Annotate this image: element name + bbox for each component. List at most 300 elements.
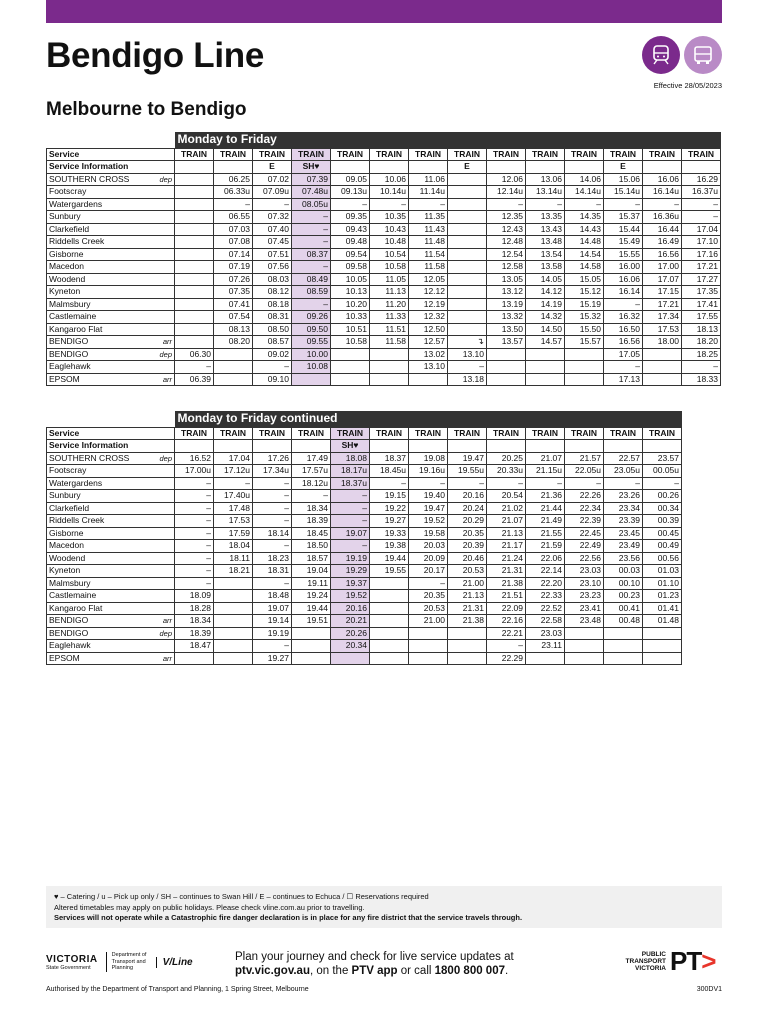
time-cell: –	[253, 198, 292, 211]
time-cell: 10.35	[370, 211, 409, 224]
time-cell: 09.26	[292, 311, 331, 324]
station-name: Gisborne	[47, 527, 147, 540]
time-cell: 18.28	[175, 602, 214, 615]
time-cell	[175, 311, 214, 324]
time-cell: 10.08	[292, 361, 331, 374]
table-heading: Monday to Friday continued	[175, 411, 682, 427]
service-info	[487, 161, 526, 174]
time-cell: –	[331, 502, 370, 515]
time-cell: 12.19	[409, 298, 448, 311]
time-cell: 21.57	[565, 452, 604, 465]
time-cell: 20.39	[448, 540, 487, 553]
time-cell: 07.48u	[292, 186, 331, 199]
service-info	[370, 440, 409, 453]
time-cell: 08.12	[253, 286, 292, 299]
arr-dep-marker	[147, 527, 175, 540]
time-cell	[409, 627, 448, 640]
time-cell: 12.50	[409, 323, 448, 336]
time-cell: –	[331, 515, 370, 528]
time-cell: 23.56	[604, 552, 643, 565]
time-cell: 07.32	[253, 211, 292, 224]
service-type: TRAIN	[604, 148, 643, 161]
time-cell: –	[292, 298, 331, 311]
table-row	[47, 261, 721, 274]
time-cell: 22.20	[526, 577, 565, 590]
time-cell: 19.52	[331, 590, 370, 603]
station-name: Clarkefield	[47, 223, 147, 236]
heading-spacer	[47, 411, 175, 427]
time-cell: 09.35	[331, 211, 370, 224]
time-cell: 10.00	[292, 348, 331, 361]
service-type: TRAIN	[526, 427, 565, 440]
time-cell	[292, 627, 331, 640]
time-cell	[175, 298, 214, 311]
time-cell	[448, 198, 487, 211]
service-type: TRAIN	[370, 427, 409, 440]
time-cell: –	[292, 223, 331, 236]
time-cell: 16.00	[604, 261, 643, 274]
arr-dep-marker	[147, 577, 175, 590]
time-cell: 20.24	[448, 502, 487, 515]
arr-dep-marker	[147, 236, 175, 249]
time-cell: 09.55	[292, 336, 331, 349]
time-cell	[292, 640, 331, 653]
time-cell: 19.19	[253, 627, 292, 640]
time-cell: 18.12u	[292, 477, 331, 490]
time-cell	[565, 348, 604, 361]
time-cell: 20.16	[331, 602, 370, 615]
time-cell: 19.15	[370, 490, 409, 503]
ptv-website-link[interactable]: ptv.vic.gov.au	[235, 965, 310, 977]
time-cell: 07.03	[214, 223, 253, 236]
station-name: BENDIGO	[47, 615, 147, 628]
time-cell	[643, 627, 682, 640]
service-type: TRAIN	[565, 427, 604, 440]
time-cell: 15.06	[604, 173, 643, 186]
ptv-logo-text: PUBLIC TRANSPORT VICTORIA	[625, 950, 666, 972]
time-cell	[604, 640, 643, 653]
timetable-monday-friday	[46, 132, 721, 386]
time-cell	[331, 652, 370, 665]
time-cell: –	[409, 477, 448, 490]
time-cell	[604, 627, 643, 640]
arr-dep-marker	[147, 602, 175, 615]
time-cell: 12.35	[487, 211, 526, 224]
time-cell: 17.49	[292, 452, 331, 465]
mode-icons	[642, 36, 724, 74]
time-cell: 21.31	[487, 565, 526, 578]
station-name: BENDIGO	[47, 627, 147, 640]
time-cell: 20.21	[331, 615, 370, 628]
time-cell	[409, 652, 448, 665]
time-cell: 00.10	[604, 577, 643, 590]
service-info	[565, 161, 604, 174]
time-cell: 21.31	[448, 602, 487, 615]
time-cell: 13.48	[526, 236, 565, 249]
station-name: EPSOM	[47, 373, 147, 386]
time-cell: –	[604, 198, 643, 211]
time-cell: 21.24	[487, 552, 526, 565]
time-cell: 14.12	[526, 286, 565, 299]
table-row	[47, 186, 721, 199]
table-row	[47, 323, 721, 336]
time-cell	[604, 652, 643, 665]
time-cell: –	[643, 477, 682, 490]
time-cell: 13.50	[487, 323, 526, 336]
document-code: 300DV1	[696, 986, 722, 993]
table-row	[47, 198, 721, 211]
time-cell: 23.05u	[604, 465, 643, 478]
time-cell: 01.41	[643, 602, 682, 615]
department-logo: Department of Transport and Planning	[106, 952, 148, 972]
time-cell	[214, 640, 253, 653]
time-cell	[370, 361, 409, 374]
time-cell: 15.19	[565, 298, 604, 311]
time-cell: 21.07	[526, 452, 565, 465]
time-cell: 07.40	[253, 223, 292, 236]
time-cell: 21.36	[526, 490, 565, 503]
time-cell: 01.10	[643, 577, 682, 590]
time-cell	[643, 652, 682, 665]
time-cell: 18.34	[175, 615, 214, 628]
service-type: TRAIN	[253, 427, 292, 440]
service-info	[370, 161, 409, 174]
service-info-label: Service Information	[47, 440, 175, 453]
time-cell: 01.48	[643, 615, 682, 628]
time-cell	[370, 627, 409, 640]
time-cell	[526, 373, 565, 386]
time-cell: 17.55	[682, 311, 721, 324]
service-type: TRAIN	[292, 427, 331, 440]
time-cell: 08.18	[253, 298, 292, 311]
time-cell: 19.40	[409, 490, 448, 503]
time-cell: 18.39	[175, 627, 214, 640]
time-cell: 19.58	[409, 527, 448, 540]
time-cell: 23.26	[604, 490, 643, 503]
time-cell: 22.05u	[565, 465, 604, 478]
arr-dep-marker	[147, 286, 175, 299]
time-cell: 10.48	[370, 236, 409, 249]
arr-dep-marker	[147, 323, 175, 336]
time-cell	[643, 373, 682, 386]
timetable-monday-friday-continued	[46, 411, 682, 665]
time-cell: 23.48	[565, 615, 604, 628]
time-cell: 13.02	[409, 348, 448, 361]
time-cell	[643, 361, 682, 374]
time-cell	[448, 236, 487, 249]
station-name: SOUTHERN CROSS	[47, 173, 147, 186]
service-info	[292, 440, 331, 453]
time-cell: –	[253, 540, 292, 553]
heading-spacer	[47, 132, 175, 148]
service-info	[604, 440, 643, 453]
arr-dep-marker	[147, 640, 175, 653]
time-cell: 21.59	[526, 540, 565, 553]
time-cell: 08.03	[253, 273, 292, 286]
time-cell: 17.07	[643, 273, 682, 286]
station-name: Kyneton	[47, 565, 147, 578]
time-cell: 09.10	[253, 373, 292, 386]
service-label: Service	[47, 148, 175, 161]
time-cell: 13.10	[409, 361, 448, 374]
table-row	[47, 590, 682, 603]
service-info	[643, 440, 682, 453]
time-cell: –	[682, 198, 721, 211]
station-name: Woodend	[47, 552, 147, 565]
service-info	[565, 440, 604, 453]
time-cell: 15.32	[565, 311, 604, 324]
service-type: TRAIN	[448, 427, 487, 440]
time-cell: 08.49	[292, 273, 331, 286]
time-cell	[175, 261, 214, 274]
direction-title: Melbourne to Bendigo	[46, 99, 247, 120]
time-cell	[409, 640, 448, 653]
arr-dep-marker	[147, 361, 175, 374]
time-cell: 08.31	[253, 311, 292, 324]
time-cell: 21.02	[487, 502, 526, 515]
time-cell	[565, 652, 604, 665]
time-cell: 08.37	[292, 248, 331, 261]
time-cell: 18.39	[292, 515, 331, 528]
ptv-logo	[620, 946, 715, 976]
time-cell: 13.58	[526, 261, 565, 274]
time-cell: –	[682, 361, 721, 374]
time-cell: 17.04	[214, 452, 253, 465]
time-cell: 16.50	[604, 323, 643, 336]
time-cell: 11.54	[409, 248, 448, 261]
time-cell: 19.33	[370, 527, 409, 540]
arr-dep-marker	[147, 261, 175, 274]
service-info: SH♥	[292, 161, 331, 174]
time-cell: 14.54	[565, 248, 604, 261]
time-cell: 22.57	[604, 452, 643, 465]
time-cell: 16.37u	[682, 186, 721, 199]
service-info-label: Service Information	[47, 161, 175, 174]
time-cell: 16.06	[604, 273, 643, 286]
time-cell: 09.54	[331, 248, 370, 261]
station-name: Macedon	[47, 540, 147, 553]
time-cell: 07.19	[214, 261, 253, 274]
arr-dep-marker	[147, 198, 175, 211]
time-cell: 10.06	[370, 173, 409, 186]
time-cell: 01.03	[643, 565, 682, 578]
service-type: TRAIN	[643, 148, 682, 161]
time-cell: 19.08	[409, 452, 448, 465]
arr-dep-marker: arr	[147, 652, 175, 665]
time-cell: 17.16	[682, 248, 721, 261]
time-cell: 19.55	[370, 565, 409, 578]
time-cell: 18.20	[682, 336, 721, 349]
time-cell: –	[175, 361, 214, 374]
service-type: TRAIN	[604, 427, 643, 440]
time-cell	[448, 186, 487, 199]
arr-dep-marker	[147, 273, 175, 286]
service-type: TRAIN	[214, 427, 253, 440]
ptv-app-link[interactable]: PTV app	[351, 965, 398, 977]
time-cell: 19.22	[370, 502, 409, 515]
time-cell: 20.33u	[487, 465, 526, 478]
time-cell: 15.49	[604, 236, 643, 249]
time-cell	[214, 602, 253, 615]
time-cell: 15.05	[565, 273, 604, 286]
time-cell: 17.35	[682, 286, 721, 299]
time-cell: 08.57	[253, 336, 292, 349]
time-cell: 10.54	[370, 248, 409, 261]
time-cell	[175, 198, 214, 211]
station-name: Kyneton	[47, 286, 147, 299]
time-cell: 19.04	[292, 565, 331, 578]
time-cell: 06.33u	[214, 186, 253, 199]
time-cell	[331, 361, 370, 374]
station-name: Eaglehawk	[47, 640, 147, 653]
time-cell: 10.58	[370, 261, 409, 274]
time-cell: 09.05	[331, 173, 370, 186]
time-cell: 07.09u	[253, 186, 292, 199]
time-cell: 19.51	[292, 615, 331, 628]
time-cell: 21.17	[487, 540, 526, 553]
time-cell: –	[253, 640, 292, 653]
time-cell: 22.58	[526, 615, 565, 628]
time-cell: 13.12	[487, 286, 526, 299]
time-cell: 12.14u	[487, 186, 526, 199]
station-name: Castlemaine	[47, 590, 147, 603]
service-type: TRAIN	[409, 148, 448, 161]
time-cell: –	[175, 565, 214, 578]
top-accent-bar	[46, 0, 722, 23]
service-type: TRAIN	[292, 148, 331, 161]
service-info	[409, 161, 448, 174]
time-cell	[565, 373, 604, 386]
footnote-box	[46, 886, 722, 928]
time-cell: –	[565, 198, 604, 211]
time-cell: –	[331, 490, 370, 503]
arr-dep-marker	[147, 186, 175, 199]
time-cell: –	[409, 198, 448, 211]
time-cell	[448, 223, 487, 236]
time-cell: 17.26	[253, 452, 292, 465]
table-row	[47, 223, 721, 236]
time-cell	[214, 577, 253, 590]
time-cell: –	[331, 540, 370, 553]
time-cell	[175, 273, 214, 286]
time-cell: 10.14u	[370, 186, 409, 199]
time-cell: 11.43	[409, 223, 448, 236]
service-info: SH♥	[331, 440, 370, 453]
time-cell: 18.04	[214, 540, 253, 553]
time-cell: 00.41	[604, 602, 643, 615]
time-cell: 19.29	[331, 565, 370, 578]
time-cell: 00.34	[643, 502, 682, 515]
footnote-fire-warning: Services will not operate while a Catastrophic fire danger declaration is in place for any fire district that the service travels through.	[54, 913, 523, 922]
time-cell: 09.02	[253, 348, 292, 361]
ptv-phone-link[interactable]: 1800 800 007	[434, 965, 505, 977]
time-cell: –	[214, 477, 253, 490]
time-cell: 19.14	[253, 615, 292, 628]
time-cell: 07.39	[292, 173, 331, 186]
time-cell: 23.10	[565, 577, 604, 590]
time-cell: 15.12	[565, 286, 604, 299]
time-cell: 08.50	[253, 323, 292, 336]
arr-dep-marker: arr	[147, 373, 175, 386]
time-cell	[448, 323, 487, 336]
time-cell: 21.15u	[526, 465, 565, 478]
time-cell: –	[526, 198, 565, 211]
victoria-logo: VICTORIA State Government	[46, 953, 98, 971]
arr-dep-marker	[147, 565, 175, 578]
time-cell: 11.58	[370, 336, 409, 349]
time-cell	[214, 615, 253, 628]
time-cell: 23.49	[604, 540, 643, 553]
time-cell: 20.03	[409, 540, 448, 553]
station-name: Footscray	[47, 186, 147, 199]
time-cell: 21.38	[448, 615, 487, 628]
time-cell: 08.59	[292, 286, 331, 299]
time-cell: 09.50	[292, 323, 331, 336]
service-type: TRAIN	[175, 148, 214, 161]
time-cell: –	[487, 640, 526, 653]
time-cell: –	[604, 298, 643, 311]
table-row	[47, 236, 721, 249]
train-icon	[642, 36, 680, 74]
time-cell: 20.54	[487, 490, 526, 503]
time-cell: 19.37	[331, 577, 370, 590]
station-name: Clarkefield	[47, 502, 147, 515]
time-cell: 00.49	[643, 540, 682, 553]
time-cell: 14.43	[565, 223, 604, 236]
service-info	[487, 440, 526, 453]
time-cell: 16.52	[175, 452, 214, 465]
time-cell: –	[214, 198, 253, 211]
time-cell: 07.08	[214, 236, 253, 249]
station-name: Woodend	[47, 273, 147, 286]
time-cell: 12.57	[409, 336, 448, 349]
time-cell: 17.41	[682, 298, 721, 311]
time-cell: 17.04	[682, 223, 721, 236]
table-row	[47, 515, 682, 528]
time-cell: 18.14	[253, 527, 292, 540]
service-info	[214, 161, 253, 174]
time-cell: 18.33	[682, 373, 721, 386]
time-cell: 20.53	[409, 602, 448, 615]
time-cell: 12.06	[487, 173, 526, 186]
time-cell: 11.14u	[409, 186, 448, 199]
service-info	[175, 440, 214, 453]
service-type: TRAIN	[409, 427, 448, 440]
time-cell: 14.06	[565, 173, 604, 186]
time-cell: 16.36u	[643, 211, 682, 224]
time-cell: 15.37	[604, 211, 643, 224]
time-cell: 22.56	[565, 552, 604, 565]
time-cell: 16.14u	[643, 186, 682, 199]
time-cell: 08.13	[214, 323, 253, 336]
time-cell: 15.50	[565, 323, 604, 336]
plan-journey-text: Plan your journey and check for live service updates at ptv.vic.gov.au, on the PTV app or call 1800 800 007.	[235, 951, 514, 977]
time-cell: ↴	[448, 336, 487, 349]
time-cell: 21.51	[487, 590, 526, 603]
time-cell: 17.57u	[292, 465, 331, 478]
time-cell: 00.56	[643, 552, 682, 565]
time-cell: 06.25	[214, 173, 253, 186]
table-row	[47, 298, 721, 311]
time-cell	[526, 348, 565, 361]
service-type: TRAIN	[331, 148, 370, 161]
station-name: Gisborne	[47, 248, 147, 261]
table-row	[47, 452, 682, 465]
time-cell: 18.08	[331, 452, 370, 465]
time-cell	[409, 373, 448, 386]
time-cell	[487, 361, 526, 374]
time-cell: 18.57	[292, 552, 331, 565]
